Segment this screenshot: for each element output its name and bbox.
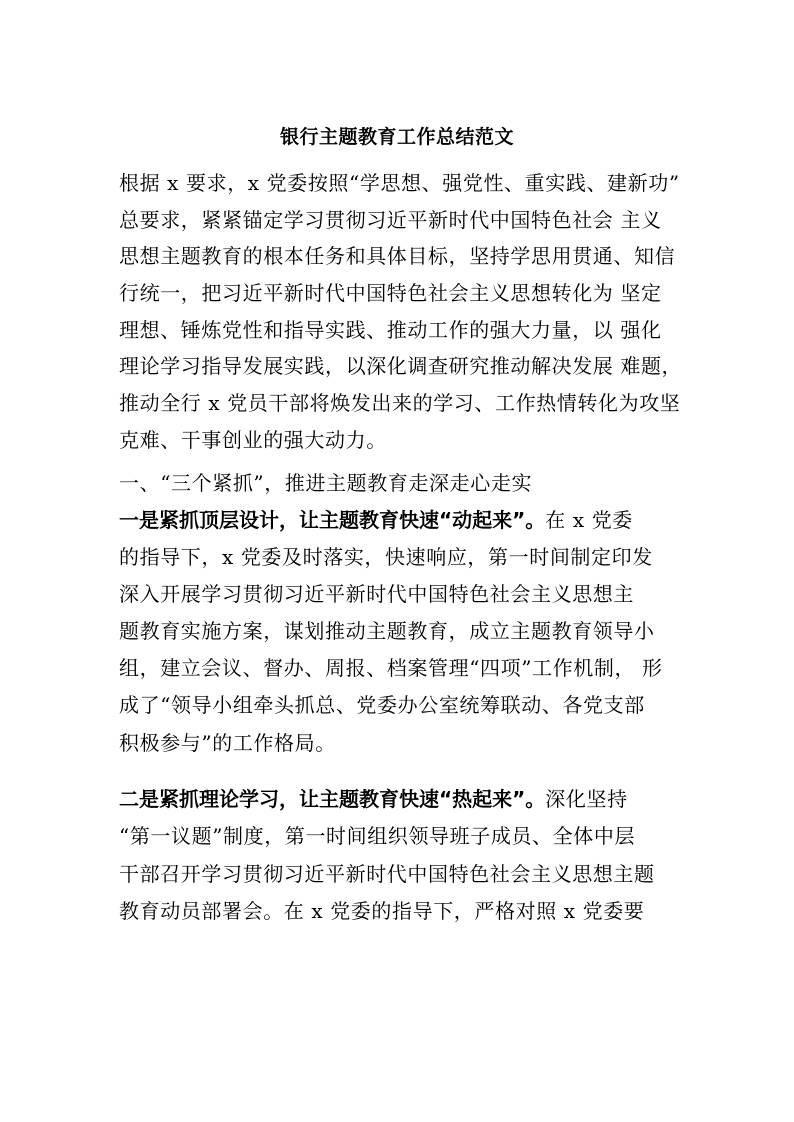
- intro-line: 思想主题教育的根本任务和具体目标，坚持学思用贯通、知信: [119, 244, 676, 268]
- point1-bold-lead: 一是紧抓顶层设计，让主题教育快速“动起来”。: [119, 508, 546, 532]
- section-heading: 一、“三个紧抓”，推进主题教育走深走心走实: [119, 471, 533, 495]
- point1-line: 组，建立会议、督办、周报、档案管理“四项”工作机制， 形: [119, 656, 663, 680]
- point1-line: 成了“领导小组牵头抓总、党委办公室统筹联动、各党支部: [119, 693, 645, 717]
- intro-line: 行统一，把习近平新时代中国特色社会主义思想转化为 坚定: [119, 281, 662, 305]
- intro-line: 根据 x 要求，x 党委按照“学思想、强党性、重实践、建新功”: [119, 171, 680, 195]
- intro-line: 总要求，紧紧锚定学习贯彻习近平新时代中国特色社会 主义: [119, 208, 662, 232]
- point2-bold-lead: 二是紧抓理论学习，让主题教育快速“热起来”。: [119, 787, 546, 811]
- point1-lead-rest: 在 x 党委: [545, 508, 633, 532]
- point1-line: 题教育实施方案，谋划推动主题教育，成立主题教育领导小: [119, 619, 655, 643]
- point1-first-line: [119, 508, 719, 532]
- intro-line: 克难、干事创业的强大动力。: [119, 428, 387, 452]
- point1-line: 积极参与”的工作格局。: [119, 731, 336, 755]
- document-title: 银行主题教育工作总结范文: [279, 126, 514, 148]
- point1-line: 的指导下，x 党委及时落实，快速响应，第一时间制定印发: [119, 545, 653, 569]
- point2-lead-rest: 深化坚持: [545, 787, 628, 811]
- point2-line: 教育动员部署会。在 x 党委的指导下，严格对照 x 党委要: [119, 899, 645, 923]
- point2-line: “第一议题”制度，第一时间组织领导班子成员、全体中层: [119, 824, 636, 848]
- intro-line: 理想、锤炼党性和指导实践、推动工作的强大力量，以 强化: [119, 318, 662, 342]
- intro-line: 理论学习指导发展实践，以深化调查研究推动解决发展 难题，: [119, 354, 683, 378]
- intro-line: 推动全行 x 党员干部将焕发出来的学习、工作热情转化为攻坚: [119, 391, 681, 415]
- point2-first-line: [119, 787, 719, 811]
- point1-line: 深入开展学习贯彻习近平新时代中国特色社会主义思想主: [119, 582, 634, 606]
- point2-line: 干部召开学习贯彻习近平新时代中国特色社会主义思想主题: [119, 862, 655, 886]
